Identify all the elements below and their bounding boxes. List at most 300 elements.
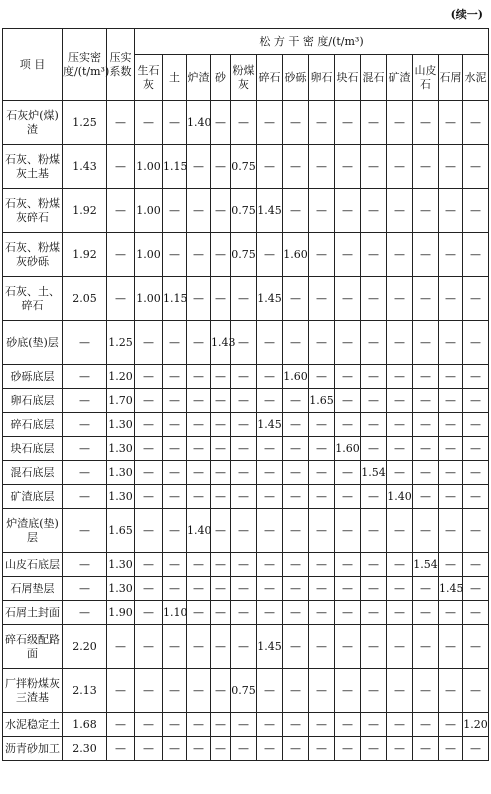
row-value: — [231, 625, 257, 669]
row-value: 1.00 [135, 145, 163, 189]
row-value: — [257, 233, 283, 277]
row-value: 1.15 [163, 145, 187, 189]
row-coef: — [107, 669, 135, 713]
row-density: — [63, 461, 107, 485]
row-value: — [257, 145, 283, 189]
row-value: — [163, 389, 187, 413]
table-row [3, 461, 489, 485]
row-value: 1.10 [163, 601, 187, 625]
row-value: — [257, 321, 283, 365]
row-value: 0.75 [231, 145, 257, 189]
row-value: — [439, 601, 463, 625]
row-value: — [463, 625, 489, 669]
row-value: — [335, 365, 361, 389]
row-value: — [439, 553, 463, 577]
row-value: — [387, 601, 413, 625]
row-coef: 1.30 [107, 553, 135, 577]
row-value: — [283, 485, 309, 509]
row-value: 1.45 [257, 625, 283, 669]
row-value: — [163, 101, 187, 145]
row-density: — [63, 389, 107, 413]
row-value: — [283, 389, 309, 413]
row-value: — [187, 737, 211, 761]
row-value: — [309, 145, 335, 189]
row-coef: — [107, 737, 135, 761]
row-value: — [309, 601, 335, 625]
row-value: — [413, 625, 439, 669]
row-value: — [413, 437, 439, 461]
row-density: — [63, 413, 107, 437]
row-value: — [361, 577, 387, 601]
row-value: — [135, 601, 163, 625]
row-value: — [387, 625, 413, 669]
row-value: — [387, 189, 413, 233]
row-value: — [187, 437, 211, 461]
row-value: — [361, 737, 387, 761]
row-value: — [135, 413, 163, 437]
header-loose-density: 松 方 干 密 度/(t/m³) [135, 29, 489, 55]
header-material: 卵石 [309, 55, 335, 101]
row-density: — [63, 437, 107, 461]
row-value: — [163, 625, 187, 669]
row-value: — [135, 461, 163, 485]
header-material: 碎石 [257, 55, 283, 101]
row-density: — [63, 321, 107, 365]
row-value: — [257, 577, 283, 601]
row-value: — [135, 321, 163, 365]
row-value: — [163, 553, 187, 577]
header-material: 炉渣 [187, 55, 211, 101]
row-value: 1.60 [335, 437, 361, 461]
row-value: — [439, 277, 463, 321]
row-density: — [63, 553, 107, 577]
row-value: — [187, 553, 211, 577]
row-value: — [211, 101, 231, 145]
row-value: — [309, 101, 335, 145]
row-value: 1.40 [187, 101, 211, 145]
row-value: — [231, 737, 257, 761]
row-value: — [439, 737, 463, 761]
row-item-name: 卵石底层 [3, 389, 63, 413]
row-value: — [283, 509, 309, 553]
row-value: — [335, 577, 361, 601]
row-value: — [439, 437, 463, 461]
row-coef: — [107, 713, 135, 737]
row-value: — [163, 485, 187, 509]
row-value: 1.45 [439, 577, 463, 601]
table-row [3, 365, 489, 389]
row-value: — [463, 321, 489, 365]
row-value: — [163, 461, 187, 485]
row-value: — [463, 461, 489, 485]
row-value: — [309, 365, 335, 389]
row-value: 1.40 [187, 509, 211, 553]
row-value: — [463, 233, 489, 277]
row-value: — [361, 101, 387, 145]
row-value: — [163, 713, 187, 737]
row-value: — [211, 737, 231, 761]
row-coef: 1.30 [107, 485, 135, 509]
row-item-name: 石屑垫层 [3, 577, 63, 601]
row-value: — [135, 669, 163, 713]
row-value: — [187, 601, 211, 625]
row-value: — [231, 437, 257, 461]
row-value: — [463, 669, 489, 713]
row-value: — [361, 669, 387, 713]
row-value: — [309, 277, 335, 321]
row-value: 1.20 [463, 713, 489, 737]
row-value: — [283, 277, 309, 321]
row-value: — [387, 669, 413, 713]
row-value: — [283, 321, 309, 365]
row-value: — [231, 277, 257, 321]
continuation-label: (续一) [450, 8, 483, 21]
row-value: — [463, 389, 489, 413]
header-material: 砂砾 [283, 55, 309, 101]
row-value: — [211, 625, 231, 669]
row-value: — [283, 101, 309, 145]
row-value: — [283, 145, 309, 189]
row-item-name: 石屑土封面 [3, 601, 63, 625]
row-coef: — [107, 101, 135, 145]
row-value: — [463, 485, 489, 509]
row-item-name: 厂拌粉煤灰三渣基 [3, 669, 63, 713]
row-value: — [413, 601, 439, 625]
row-value: — [361, 713, 387, 737]
row-value: — [211, 277, 231, 321]
row-value: — [335, 389, 361, 413]
row-value: — [361, 437, 387, 461]
row-value: — [439, 101, 463, 145]
row-value: — [413, 389, 439, 413]
row-value: 1.65 [309, 389, 335, 413]
row-value: 1.45 [257, 189, 283, 233]
row-value: — [211, 413, 231, 437]
row-value: — [309, 553, 335, 577]
row-value: — [257, 485, 283, 509]
row-value: — [163, 233, 187, 277]
row-value: — [387, 389, 413, 413]
row-value: — [257, 365, 283, 389]
row-value: — [231, 413, 257, 437]
row-coef: 1.25 [107, 321, 135, 365]
table-row [3, 669, 489, 713]
header-item: 项 目 [3, 29, 63, 101]
row-value: — [187, 461, 211, 485]
row-item-name: 石灰、土、碎石 [3, 277, 63, 321]
row-value: — [387, 277, 413, 321]
row-value: 1.15 [163, 277, 187, 321]
row-value: 1.45 [257, 277, 283, 321]
row-value: — [187, 669, 211, 713]
row-value: — [439, 713, 463, 737]
row-value: — [257, 601, 283, 625]
row-value: — [413, 321, 439, 365]
row-value: — [335, 277, 361, 321]
row-value: — [231, 101, 257, 145]
table-row [3, 509, 489, 553]
row-value: — [257, 437, 283, 461]
row-value: — [439, 321, 463, 365]
row-item-name: 碎石级配路面 [3, 625, 63, 669]
row-value: — [135, 101, 163, 145]
header-material: 土 [163, 55, 187, 101]
row-value: — [463, 145, 489, 189]
row-value: — [187, 145, 211, 189]
row-value: — [283, 601, 309, 625]
row-value: — [135, 509, 163, 553]
row-value: — [387, 321, 413, 365]
row-value: — [439, 189, 463, 233]
row-value: — [211, 461, 231, 485]
header-material: 块石 [335, 55, 361, 101]
table-body [3, 101, 489, 761]
row-value: — [309, 437, 335, 461]
row-value: 1.43 [211, 321, 231, 365]
row-item-name: 石灰炉(煤)渣 [3, 101, 63, 145]
row-density: 2.20 [63, 625, 107, 669]
row-value: 0.75 [231, 189, 257, 233]
row-value: — [309, 413, 335, 437]
table-row [3, 413, 489, 437]
row-value: — [231, 461, 257, 485]
row-value: — [309, 485, 335, 509]
row-value: — [361, 145, 387, 189]
row-value: — [439, 669, 463, 713]
row-value: 1.00 [135, 233, 163, 277]
row-value: — [413, 277, 439, 321]
row-value: — [387, 553, 413, 577]
header-material: 粉煤灰 [231, 55, 257, 101]
row-value: — [387, 461, 413, 485]
row-item-name: 山皮石底层 [3, 553, 63, 577]
table-row [3, 277, 489, 321]
row-value: — [335, 601, 361, 625]
row-value: — [211, 669, 231, 713]
row-value: — [283, 625, 309, 669]
row-value: — [413, 145, 439, 189]
row-value: 1.40 [387, 485, 413, 509]
row-item-name: 石灰、粉煤灰土基 [3, 145, 63, 189]
table-row [3, 601, 489, 625]
row-value: — [309, 233, 335, 277]
row-value: — [257, 669, 283, 713]
table-row [3, 713, 489, 737]
table-row [3, 101, 489, 145]
row-value: — [413, 365, 439, 389]
row-value: 1.60 [283, 365, 309, 389]
header-material: 矿渣 [387, 55, 413, 101]
row-value: — [163, 365, 187, 389]
table-row [3, 321, 489, 365]
row-value: — [387, 509, 413, 553]
row-coef: 1.65 [107, 509, 135, 553]
row-value: — [463, 601, 489, 625]
row-value: — [361, 189, 387, 233]
row-value: — [211, 485, 231, 509]
row-value: — [361, 277, 387, 321]
row-value: — [413, 669, 439, 713]
compaction-density-table [2, 28, 489, 761]
row-value: — [135, 625, 163, 669]
row-value: — [413, 461, 439, 485]
row-density: — [63, 601, 107, 625]
row-value: — [187, 321, 211, 365]
row-value: — [361, 553, 387, 577]
row-value: — [387, 577, 413, 601]
row-value: — [231, 321, 257, 365]
row-value: — [187, 277, 211, 321]
row-value: — [163, 437, 187, 461]
row-density: 1.92 [63, 189, 107, 233]
row-value: — [211, 713, 231, 737]
row-value: — [309, 737, 335, 761]
row-value: — [335, 145, 361, 189]
row-value: — [211, 389, 231, 413]
row-value: — [387, 737, 413, 761]
row-value: — [439, 145, 463, 189]
row-value: — [257, 553, 283, 577]
row-density: 1.68 [63, 713, 107, 737]
row-value: — [463, 101, 489, 145]
table-row [3, 145, 489, 189]
row-density: 2.05 [63, 277, 107, 321]
row-coef: — [107, 277, 135, 321]
row-value: — [309, 321, 335, 365]
row-value: — [231, 553, 257, 577]
header-material: 砂 [211, 55, 231, 101]
row-value: — [187, 713, 211, 737]
row-value: — [257, 101, 283, 145]
row-density: 2.30 [63, 737, 107, 761]
row-value: — [309, 625, 335, 669]
row-value: — [335, 413, 361, 437]
row-value: — [135, 713, 163, 737]
row-value: — [231, 389, 257, 413]
row-value: — [211, 365, 231, 389]
row-value: — [387, 233, 413, 277]
row-item-name: 砂底(垫)层 [3, 321, 63, 365]
row-value: — [163, 509, 187, 553]
row-value: — [187, 625, 211, 669]
row-value: — [463, 553, 489, 577]
row-value: — [413, 101, 439, 145]
row-value: — [463, 509, 489, 553]
row-value: — [463, 577, 489, 601]
row-value: — [211, 189, 231, 233]
row-value: — [163, 321, 187, 365]
row-value: — [211, 437, 231, 461]
row-value: — [361, 601, 387, 625]
row-value: — [283, 189, 309, 233]
row-value: — [135, 485, 163, 509]
row-coef: 1.30 [107, 461, 135, 485]
row-value: — [335, 509, 361, 553]
row-item-name: 沥青砂加工 [3, 737, 63, 761]
row-value: — [463, 365, 489, 389]
table-row [3, 437, 489, 461]
row-value: — [231, 577, 257, 601]
row-value: — [257, 509, 283, 553]
row-value: 1.54 [413, 553, 439, 577]
row-value: 0.75 [231, 669, 257, 713]
row-value: — [211, 233, 231, 277]
row-value: — [361, 321, 387, 365]
row-value: — [335, 553, 361, 577]
row-value: — [163, 577, 187, 601]
row-value: — [439, 461, 463, 485]
row-value: — [413, 233, 439, 277]
header-material: 水泥 [463, 55, 489, 101]
row-density: 1.92 [63, 233, 107, 277]
row-value: 1.00 [135, 277, 163, 321]
row-value: — [187, 233, 211, 277]
row-value: — [135, 553, 163, 577]
row-coef: — [107, 189, 135, 233]
row-value: — [135, 389, 163, 413]
row-value: — [413, 485, 439, 509]
row-value: — [335, 625, 361, 669]
row-value: — [163, 189, 187, 233]
row-coef: — [107, 625, 135, 669]
row-value: — [231, 601, 257, 625]
row-value: — [231, 485, 257, 509]
table-row [3, 553, 489, 577]
row-value: — [387, 413, 413, 437]
row-coef: — [107, 233, 135, 277]
row-value: — [361, 365, 387, 389]
row-value: — [211, 509, 231, 553]
row-value: — [335, 669, 361, 713]
row-item-name: 炉渣底(垫)层 [3, 509, 63, 553]
row-value: — [387, 713, 413, 737]
row-value: — [413, 713, 439, 737]
row-density: — [63, 577, 107, 601]
row-value: — [413, 189, 439, 233]
row-value: — [413, 737, 439, 761]
row-value: — [309, 509, 335, 553]
row-value: — [361, 625, 387, 669]
row-value: 1.54 [361, 461, 387, 485]
row-value: — [283, 577, 309, 601]
row-value: — [187, 577, 211, 601]
row-value: — [309, 461, 335, 485]
row-value: — [135, 577, 163, 601]
row-item-name: 矿渣底层 [3, 485, 63, 509]
row-value: — [187, 389, 211, 413]
row-value: — [187, 413, 211, 437]
row-value: — [187, 485, 211, 509]
header-material: 石屑 [439, 55, 463, 101]
header-coef: 压实系数 [107, 29, 135, 101]
row-item-name: 水泥稳定土 [3, 713, 63, 737]
row-value: — [231, 713, 257, 737]
row-value: — [187, 365, 211, 389]
row-value: 1.60 [283, 233, 309, 277]
row-density: — [63, 485, 107, 509]
row-value: — [309, 577, 335, 601]
row-value: — [257, 737, 283, 761]
row-value: — [361, 509, 387, 553]
row-item-name: 石灰、粉煤灰砂砾 [3, 233, 63, 277]
row-item-name: 石灰、粉煤灰碎石 [3, 189, 63, 233]
row-value: — [163, 669, 187, 713]
row-value: — [283, 437, 309, 461]
row-value: — [413, 509, 439, 553]
row-value: — [231, 509, 257, 553]
row-value: — [439, 365, 463, 389]
row-value: — [231, 365, 257, 389]
